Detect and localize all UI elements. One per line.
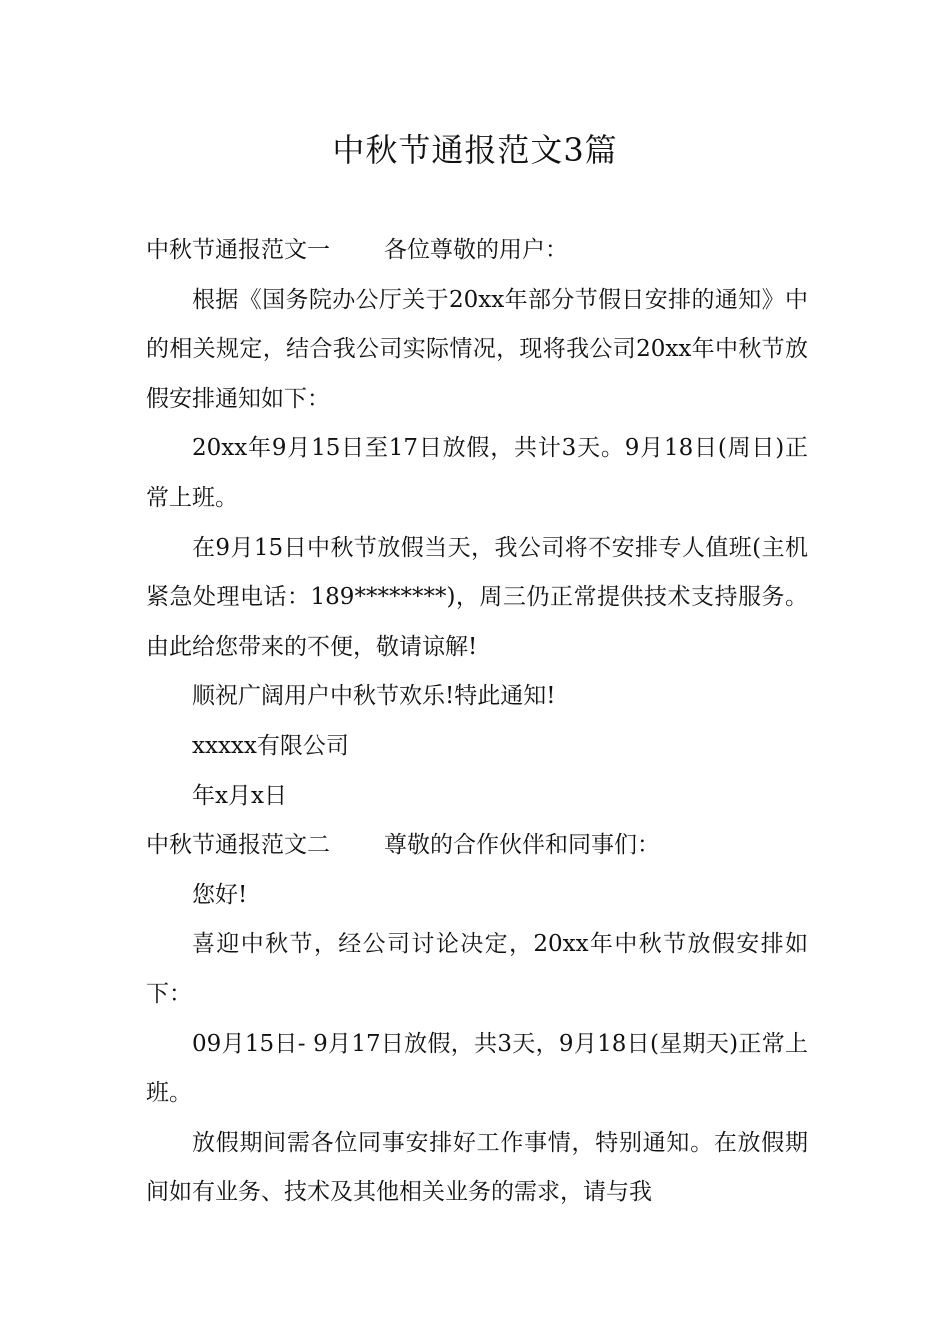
document-body: [146, 226, 808, 1218]
section-heading: 中秋节通报范文二: [146, 832, 330, 859]
paragraph: 顺祝广阔用户中秋节欢乐!特此通知!: [192, 683, 556, 710]
salutation: 各位尊敬的用户：: [384, 237, 568, 263]
document-title: 中秋节通报范文3篇: [332, 131, 618, 169]
paragraph: 20xx年9月15日至17日放假，共计3天。9月18日(周日)正常上班。: [146, 435, 808, 511]
paragraph: 放假期间需各位同事安排好工作事情，特别通知。在放假期间如有业务、技术及其他相关业务的需求，请与我: [146, 1129, 808, 1206]
signature-company: xxxxx有限公司: [192, 732, 349, 759]
paragraph: 根据《国务院办公厅关于20xx年部分节假日安排的通知》中的相关规定，结合我公司实际情况，现将我公司20xx年中秋节放假安排通知如下：: [146, 286, 808, 412]
paragraph: 在9月15日中秋节放假当天，我公司将不安排专人值班(主机紧急处理电话：189********)，周三仍正常提供技术支持服务。由此给您带来的不便，敬请谅解!: [146, 534, 808, 660]
paragraph: 09月15日- 9月17日放假，共3天，9月18日(星期天)正常上班。: [146, 1030, 808, 1107]
signature-date: 年x月x日: [192, 782, 287, 809]
paragraph: 喜迎中秋节，经公司讨论决定，20xx年中秋节放假安排如下：: [146, 931, 808, 1007]
salutation: 尊敬的合作伙伴和同事们：: [384, 832, 660, 859]
paragraph: 您好!: [192, 881, 248, 908]
section-heading-line: [146, 226, 808, 276]
section-heading-line: [146, 821, 808, 871]
section-heading: 中秋节通报范文一: [146, 237, 330, 263]
